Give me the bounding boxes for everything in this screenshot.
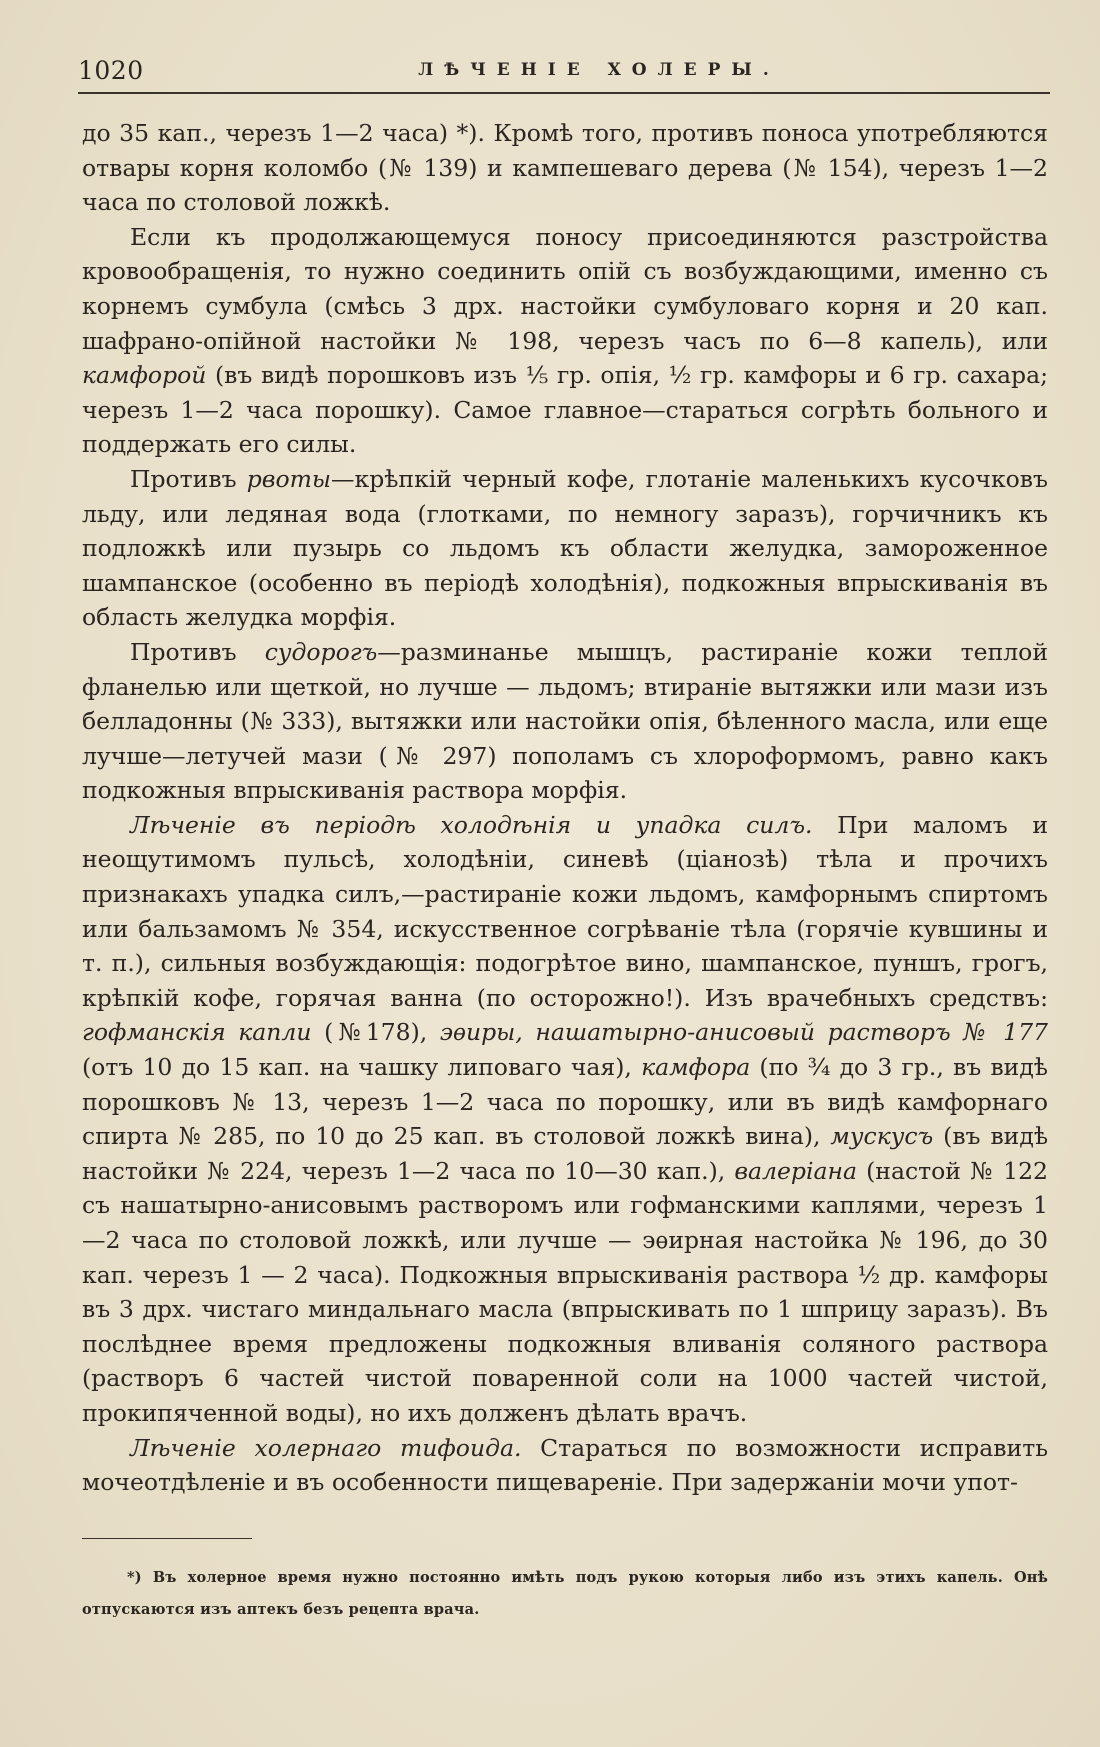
italic-term: эѳиры, нашатырно-анисовый растворъ № 177 bbox=[439, 1018, 1048, 1047]
italic-term: камфорой bbox=[82, 361, 207, 390]
italic-term: гофманскія капли bbox=[82, 1018, 312, 1047]
header-rule bbox=[78, 92, 1050, 94]
text-run: —разминанье мышцъ, растираніе кожи теплой фланелью или щеткой, но лучше — льдомъ; втираніе вытяжки или мази изъ белладонны (№ 333), вытяжки или настойки опія, бѣленного масла, или еще лучше—летучей мази (№ 297) пополамъ съ хлороформомъ, равно какъ подкожныя впрыскиванія раствора морфія. bbox=[82, 637, 1048, 805]
page-number: 1020 bbox=[78, 56, 144, 85]
italic-term: судорогъ bbox=[264, 637, 378, 666]
text-run: (по ¾ до 3 гр., въ видѣ порошковъ № 13, черезъ 1—2 часа по порошку, или въ видѣ камфорнаго спирта № 285, по 10 до 25 кап. въ столовой ложкѣ вина), bbox=[82, 1053, 1048, 1151]
footnote: *) Въ холерное время нужно постоянно имѣть подъ рукою которыя либо изъ этихъ капель. Онѣ отпускаются изъ аптекъ безъ рецепта врача. bbox=[82, 1569, 1048, 1618]
text-run: до 35 кап., черезъ 1—2 часа) *). Кромѣ того, противъ поноса употребляются отвары корня коломбо (№ 139) и кампешеваго дерева (№ 154), черезъ 1—2 часа по столовой ложкѣ. bbox=[82, 119, 1048, 217]
text-run: —крѣпкій черный кофе, глотаніе маленькихъ кусочковъ льду, или ледяная вода (глотками, по немногу заразъ), горчичникъ къ подложкѣ или пузырь со льдомъ къ области желудка, замороженное шампанское (особенно въ періодѣ холодѣнія), подкожныя впрыскиванія въ область желудка морфія. bbox=[82, 464, 1048, 632]
italic-term: Лѣченіе холернаго тифоида. bbox=[130, 1433, 522, 1462]
text-run: (отъ 10 до 15 кап. на чашку липоваго чая), bbox=[82, 1053, 642, 1082]
body-text bbox=[82, 116, 1048, 1500]
paragraph bbox=[82, 808, 1048, 1431]
page-header bbox=[78, 54, 1050, 88]
italic-term: Лѣченіе въ періодѣ холодѣнія и упадка силъ. bbox=[130, 810, 813, 839]
text-run: Стараться по возможности исправить мочеотдѣленіе и въ особенности пищевареніе. При задержаніи мочи упот- bbox=[82, 1433, 1048, 1497]
text-run: (въ видѣ настойки № 224, черезъ 1—2 часа по 10—30 кап.), bbox=[82, 1122, 1048, 1185]
text-run: (настой № 122 съ нашатырно-анисовымъ растворомъ или гофманскими каплями, черезъ 1—2 часа по столовой ложкѣ, или лучше — эѳирная настойка № 196, до 30 кап. черезъ 1 — 2 часа). Подкожныя впрыскиванія раствора ½ др. камфоры въ 3 дрх. чистаго миндальнаго масла (впрыскивать по 1 шприцу заразъ). Въ послѣднее время предложены подкожныя вливанія соляного раствора (растворъ 6 частей чистой поваренной соли на 1000 частей чистой, прокипяченной воды), но ихъ долженъ дѣлать врачъ. bbox=[82, 1156, 1048, 1427]
italic-term: камфора bbox=[641, 1053, 751, 1082]
italic-term: мускусъ bbox=[830, 1122, 934, 1151]
text-run: Противъ bbox=[130, 637, 265, 666]
paragraph bbox=[82, 220, 1048, 462]
text-run: (въ видѣ порошковъ изъ ⅕ гр. опія, ½ гр. камфоры и 6 гр. сахара; черезъ 1—2 часа порошку). Самое главное—стараться согрѣть больного и поддержать его силы. bbox=[82, 361, 1048, 459]
paragraph bbox=[82, 635, 1048, 808]
running-title: ЛѢЧЕНІЕ ХОЛЕРЫ. bbox=[418, 60, 780, 80]
text-run: (№178), bbox=[311, 1018, 440, 1047]
paragraph bbox=[82, 462, 1048, 635]
text-run: При маломъ и неощутимомъ пульсѣ, холодѣніи, синевѣ (ціанозѣ) тѣла и прочихъ признакахъ упадка силъ,—растираніе кожи льдомъ, камфорнымъ спиртомъ или бальзамомъ № 354, искусственное согрѣваніе тѣла (горячіе кувшины и т. п.), сильныя возбуждающія: подогрѣтое вино, шампанское, пуншъ, грогъ, крѣпкій кофе, горячая ванна (по осторожно!). Изъ врачебныхъ средствъ: bbox=[82, 810, 1048, 1012]
italic-term: валеріана bbox=[734, 1156, 857, 1185]
footnote-rule bbox=[82, 1538, 252, 1539]
text-run: Противъ bbox=[130, 464, 247, 493]
text-run: Если къ продолжающемуся поносу присоединяются разстройства кровообращенія, то нужно соединить опій съ возбуждающими, именно съ корнемъ сумбула (смѣсь 3 дрх. настойки сумбуловаго корня и 20 кап. шафрано-опійной настойки № 198, черезъ часъ по 6—8 капель), или bbox=[82, 222, 1048, 355]
paragraph bbox=[82, 1431, 1048, 1500]
paragraph bbox=[82, 116, 1048, 220]
italic-term: рвоты bbox=[246, 464, 332, 493]
